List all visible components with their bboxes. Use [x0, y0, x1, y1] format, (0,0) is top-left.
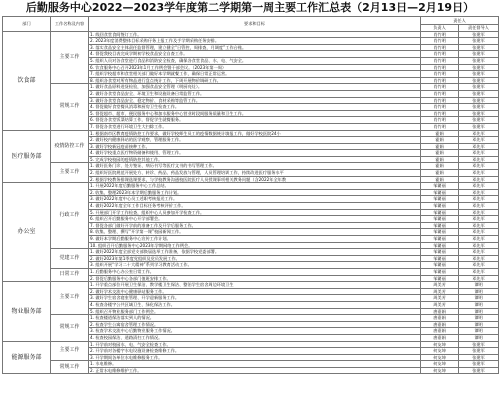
requirement-cell: 1. 做好2022年度全部党支部换届选举工作准备，依据学校党委部署。 [89, 249, 421, 256]
owner-cell: 邹繁丽 [421, 209, 459, 216]
supervisor-cell: 邓先军 [459, 196, 499, 203]
supervisor-cell: 谭明 [459, 282, 499, 289]
requirement-cell: 6. 饮食服务中心召开2023年1月工作例会暨干部会议。（2023年第一周） [89, 64, 421, 71]
requirement-cell: 1. 根据南市区教育疫情防控工作要求，做好学校师生员工的疫情数据统计填报工作，做好学校医院24小 [89, 130, 421, 137]
dept-cell: 饮食部 [3, 31, 51, 130]
requirement-cell: 3. 做好学生宿舍寝室管理、开学迎新服务工作。 [89, 295, 421, 302]
supervisor-cell: 邓先军 [459, 203, 499, 210]
supervisor-cell: 邓先军 [459, 170, 499, 177]
supervisor-cell: 邓先军 [459, 268, 499, 275]
requirement-cell: 5. 督促超市、超市、便民服务中心和加水服务中心营业时段间服务质量和卫生工作。 [89, 110, 421, 117]
work-summary-table [2, 16, 499, 374]
owner-cell: 肖竹明 [421, 31, 459, 38]
requirement-cell: 5. 组织人员对各食堂进行食品和消防安全检查，确保各食堂食品、水、电、气安全。 [89, 57, 421, 64]
task-category-cell: 常规工作 [51, 361, 89, 374]
requirement-cell: 5. 组织召开物业服务部门工作例会。 [89, 308, 421, 315]
owner-cell: 唐嘉娟 [421, 315, 459, 322]
owner-cell: 霍娟 [421, 156, 459, 163]
owner-cell: 周美芳 [421, 301, 459, 308]
supervisor-cell: 张建军 [459, 77, 499, 84]
owner-cell: 肖竹明 [421, 110, 459, 117]
owner-cell: 肖竹明 [421, 97, 459, 104]
supervisor-cell: 张建军 [459, 348, 499, 355]
header-owner: 负责人 [421, 25, 459, 32]
requirement-cell: 3. 做好各食堂食品安全、稳定物价、食材采购等监管工作。 [89, 97, 421, 104]
supervisor-cell: 谭明 [459, 321, 499, 328]
requirement-cell: 2. 做好各食堂食品安全、环境卫生和设施设备日常监管工作。 [89, 90, 421, 97]
task-category-cell: 行政工作 [51, 183, 89, 249]
supervisor-cell: 谭明 [459, 308, 499, 315]
owner-cell: 邹繁丽 [421, 229, 459, 236]
owner-cell: 何友坤 [421, 367, 459, 374]
header-responsible: 责任人 [421, 17, 499, 25]
owner-cell: 霍娟 [421, 130, 459, 137]
requirement-cell: 8. 组织各食堂对所有物品进行盘点统计工作，下周开展物价调研工作。 [89, 77, 421, 84]
requirement-cell: 2. 做好校内健康驿站的医学观察、管理服务工作。 [89, 137, 421, 144]
supervisor-cell: 谭明 [459, 301, 499, 308]
supervisor-cell: 谭明 [459, 334, 499, 341]
supervisor-cell: 谭明 [459, 288, 499, 295]
task-category-cell: 主要工作 [51, 341, 89, 361]
requirement-cell: 2. 根据学校教务排课选课要求，与学校教务沟通校医院医疗人员授课事项相关教务问题（含2022年全年教 [89, 176, 421, 183]
owner-cell: 邹繁丽 [421, 255, 459, 262]
supervisor-cell: 张建军 [459, 38, 499, 45]
supervisor-cell: 张建军 [459, 71, 499, 78]
owner-cell: 唐嘉娟 [421, 308, 459, 315]
supervisor-cell: 张建军 [459, 64, 499, 71]
supervisor-cell: 邓先军 [459, 156, 499, 163]
supervisor-cell: 邓先军 [459, 130, 499, 137]
owner-cell: 肖竹明 [421, 44, 459, 51]
owner-cell: 何友坤 [421, 354, 459, 361]
supervisor-cell: 谭明 [459, 315, 499, 322]
requirement-cell: 3. 组织开展“学习二十大精神”系列学习教育活动工作。 [89, 262, 421, 269]
owner-cell: 邹繁丽 [421, 216, 459, 223]
requirement-cell: 3. 检查学术交流中心后勤物业服务工作情况。 [89, 328, 421, 335]
requirement-cell: 1. 后勤服务中心办公室日常工作。 [89, 268, 421, 275]
supervisor-cell: 邓先军 [459, 222, 499, 229]
requirement-cell: 4. 做好2022年度全年工作目标任务考核评价工作。 [89, 203, 421, 210]
task-category-cell: 主要工作 [51, 282, 89, 315]
supervisor-cell: 邓先军 [459, 249, 499, 256]
owner-cell: 肖竹明 [421, 77, 459, 84]
task-category-cell: 疫情防控工作 [51, 130, 89, 163]
requirement-cell: 3. 落实食品安全主体责任监督管理，建立健全“日管控，周排查，月调度”工作台账。 [89, 44, 421, 51]
supervisor-cell: 张建军 [459, 104, 499, 111]
owner-cell: 邹繁丽 [421, 275, 459, 282]
requirement-cell: 8. 收集、整理、撰写“开学第一课”校园新闻工作。 [89, 229, 421, 236]
owner-cell: 邹繁丽 [421, 268, 459, 275]
supervisor-cell: 邓先军 [459, 236, 499, 243]
owner-cell: 肖竹明 [421, 64, 459, 71]
requirement-cell: 1. 开展2022年度后勤服务中心工作总结。 [89, 183, 421, 190]
requirement-cell: 2. 开学前对各楼宇水电设施设备检查维修工作。 [89, 348, 421, 355]
owner-cell: 肖竹明 [421, 71, 459, 78]
supervisor-cell: 张建军 [459, 31, 499, 38]
owner-cell: 邹繁丽 [421, 236, 459, 243]
owner-cell: 肖竹明 [421, 123, 459, 130]
header-dept: 部门 [3, 17, 51, 32]
header-task: 工作名称及内容 [51, 17, 89, 32]
requirement-cell: 1. 开学重点部位开展卫生保洁、教学楼卫生保洁、整治学生宿舍周边环境卫生 [89, 282, 421, 289]
requirement-cell: 5. 开展部门开学工作检查，组织中心人员参加开学检查工作。 [89, 209, 421, 216]
table-row [3, 183, 499, 190]
supervisor-cell: 邓先军 [459, 229, 499, 236]
requirement-cell: 1. 线回食堂食间签订工作。 [89, 31, 421, 38]
task-category-cell: 主要工作 [51, 31, 89, 84]
requirement-cell: 2. 组织好医院规范开展处方、转诊、药品、药品发放与管理，人员管理培训工作，持续改进医疗服务水平 [89, 170, 421, 177]
supervisor-cell: 邓先军 [459, 189, 499, 196]
requirement-cell: 2. 做好2023年第1季度党组织及党员发展工作。 [89, 255, 421, 262]
requirement-cell: 10. 组织召开后勤服务中心2023年学期网络工作例会。 [89, 242, 421, 249]
supervisor-cell: 邓先军 [459, 209, 499, 216]
owner-cell: 邹繁丽 [421, 189, 459, 196]
requirement-cell: 7. 督促各食堂进行环境卫生大扫除工作。 [89, 123, 421, 130]
owner-cell: 邹繁丽 [421, 183, 459, 190]
requirement-cell: 2. 督促后勤服务中心各部门值班安排工作。 [89, 275, 421, 282]
owner-cell: 邹繁丽 [421, 262, 459, 269]
owner-cell: 肖竹明 [421, 57, 459, 64]
requirement-cell: 2. 正常水电维修维护工作。 [89, 367, 421, 374]
owner-cell: 肖竹明 [421, 104, 459, 111]
requirement-cell: 6. 督促各食堂饭菜结算工作，督促学生就餐服务。 [89, 117, 421, 124]
supervisor-cell: 邓先军 [459, 262, 499, 269]
owner-cell: 唐嘉娟 [421, 321, 459, 328]
requirement-cell: 4. 检查各楼宇公共区域卫生、绿化保洁工作。 [89, 301, 421, 308]
owner-cell: 霍娟 [421, 163, 459, 170]
owner-cell: 肖竹明 [421, 90, 459, 97]
supervisor-cell: 张建军 [459, 84, 499, 91]
owner-cell: 邹繁丽 [421, 249, 459, 256]
task-category-cell: 主要工作 [51, 163, 89, 183]
owner-cell: 周美芳 [421, 295, 459, 302]
requirement-cell: 7. 组织学校超市和食堂相关部门做好本学期就餐工作，确保日常正常运营。 [89, 71, 421, 78]
table-body [3, 31, 499, 374]
table-row [3, 361, 499, 368]
requirement-cell: 3. 开学期间各单位水电维修服务工作。 [89, 354, 421, 361]
owner-cell: 霍娟 [421, 137, 459, 144]
requirement-cell: 1. 开学前对校园水、电、气安全检查工作。 [89, 341, 421, 348]
requirement-cell: 4. 督促我校目表完成学期初学校食品安全自查工作。 [89, 51, 421, 58]
supervisor-cell: 邓先军 [459, 163, 499, 170]
table-row [3, 31, 499, 38]
owner-cell: 霍娟 [421, 176, 459, 183]
owner-cell: 何友坤 [421, 348, 459, 355]
requirement-cell: 7. 督促各部门做好开学前的准备工作及开学后服务工作。 [89, 222, 421, 229]
task-category-cell: 常规工作 [51, 84, 89, 130]
requirement-cell: 1. 水电维修。 [89, 361, 421, 368]
document-title: 后勤服务中心2022—2023学年度第二学期第一周主要工作汇总表（2月13日—2月19日） [25, 1, 475, 14]
owner-cell: 邹繁丽 [421, 203, 459, 210]
requirement-cell: 1. 做好医务门诊、处方签证、病历书写等医疗文书的书写管理工作。 [89, 163, 421, 170]
table-row [3, 249, 499, 256]
requirement-cell: 5. 完成学校校园的疫情防控其他工作。 [89, 156, 421, 163]
owner-cell: 唐嘉娟 [421, 328, 459, 335]
table-row [3, 84, 499, 91]
owner-cell: 肖竹明 [421, 84, 459, 91]
requirement-cell: 4. 做好学校重点医疗物资储备和使用、管理工作。 [89, 150, 421, 157]
owner-cell: 何友坤 [421, 361, 459, 368]
supervisor-cell: 谭明 [459, 295, 499, 302]
supervisor-cell: 张建军 [459, 367, 499, 374]
table-row [3, 130, 499, 137]
requirement-cell: 2. 2023年度消费整体目标采购仔务上报工作及手学期采购任务安排。 [89, 38, 421, 45]
requirement-cell: 3. 做好学校新冠疫苗接种工作。 [89, 143, 421, 150]
supervisor-cell: 邓先军 [459, 216, 499, 223]
supervisor-cell: 张建军 [459, 44, 499, 51]
header-requirements: 要求和目标 [89, 17, 421, 32]
task-category-cell: 常规工作 [51, 315, 89, 341]
dept-cell: 能源服务部 [3, 341, 51, 374]
task-category-cell: 党建工作 [51, 249, 89, 269]
owner-cell: 邹繁丽 [421, 222, 459, 229]
owner-cell: 何友坤 [421, 341, 459, 348]
owner-cell: 霍娟 [421, 170, 459, 177]
owner-cell: 霍娟 [421, 150, 459, 157]
requirement-cell: 2. 做好学术交流中心健康驿站服务工作。 [89, 288, 421, 295]
owner-cell: 肖竹明 [421, 51, 459, 58]
header-supervisor: 责任督导人 [459, 25, 499, 32]
supervisor-cell: 邓先军 [459, 137, 499, 144]
supervisor-cell: 邓先军 [459, 150, 499, 157]
supervisor-cell: 张建军 [459, 97, 499, 104]
table-row [3, 268, 499, 275]
dept-cell: 办公室 [3, 183, 51, 282]
supervisor-cell: 邓先军 [459, 183, 499, 190]
supervisor-cell: 邓先军 [459, 242, 499, 249]
supervisor-cell: 张建军 [459, 90, 499, 97]
supervisor-cell: 邓先军 [459, 255, 499, 262]
supervisor-cell: 张建军 [459, 123, 499, 130]
supervisor-cell: 张建军 [459, 354, 499, 361]
owner-cell: 肖竹明 [421, 117, 459, 124]
requirement-cell: 1. 检查楼道保洁落实到人的情况。 [89, 315, 421, 322]
supervisor-cell: 张建军 [459, 341, 499, 348]
owner-cell: 霍娟 [421, 143, 459, 150]
requirement-cell: 4. 检查校园保洁、道路清扫工作情况。 [89, 334, 421, 341]
supervisor-cell: 张建军 [459, 57, 499, 64]
owner-cell: 邹繁丽 [421, 196, 459, 203]
owner-cell: 邹繁丽 [421, 242, 459, 249]
dept-cell: 医疗服务部 [3, 130, 51, 183]
requirement-cell: 3. 做好2022年度中心员工述职考核报送工作。 [89, 196, 421, 203]
supervisor-cell: 张建军 [459, 51, 499, 58]
requirement-cell: 6. 组织召开后勤服务中心开学部署会。 [89, 216, 421, 223]
supervisor-cell: 邓先军 [459, 143, 499, 150]
requirement-cell: 2. 检查学生公寓宿舍管理工作情况。 [89, 321, 421, 328]
requirement-cell: 1. 做好食品原料进货检验，加强食品安全管理（明厨亮灶）。 [89, 84, 421, 91]
supervisor-cell: 张建军 [459, 117, 499, 124]
owner-cell: 肖竹明 [421, 38, 459, 45]
requirement-cell: 2. 收集、整理2023年本学期后勤服务工作计划。 [89, 189, 421, 196]
requirement-cell: 9. 做好本学期后勤服务中心宣传工作计划。 [89, 236, 421, 243]
owner-cell: 唐嘉娟 [421, 334, 459, 341]
supervisor-cell: 邓先军 [459, 275, 499, 282]
dept-cell: 物业服务部 [3, 282, 51, 341]
supervisor-cell: 张建军 [459, 110, 499, 117]
supervisor-cell: 邓先军 [459, 176, 499, 183]
supervisor-cell: 张建军 [459, 361, 499, 368]
owner-cell: 周美芳 [421, 282, 459, 289]
table-row [3, 315, 499, 322]
task-category-cell: 日常工作 [51, 268, 89, 281]
supervisor-cell: 谭明 [459, 328, 499, 335]
table-row [3, 341, 499, 348]
table-row [3, 282, 499, 289]
owner-cell: 周美芳 [421, 288, 459, 295]
table-row [3, 163, 499, 170]
requirement-cell: 4. 督促做好食堂餐具消毒和厨房卫生检查工作。 [89, 104, 421, 111]
